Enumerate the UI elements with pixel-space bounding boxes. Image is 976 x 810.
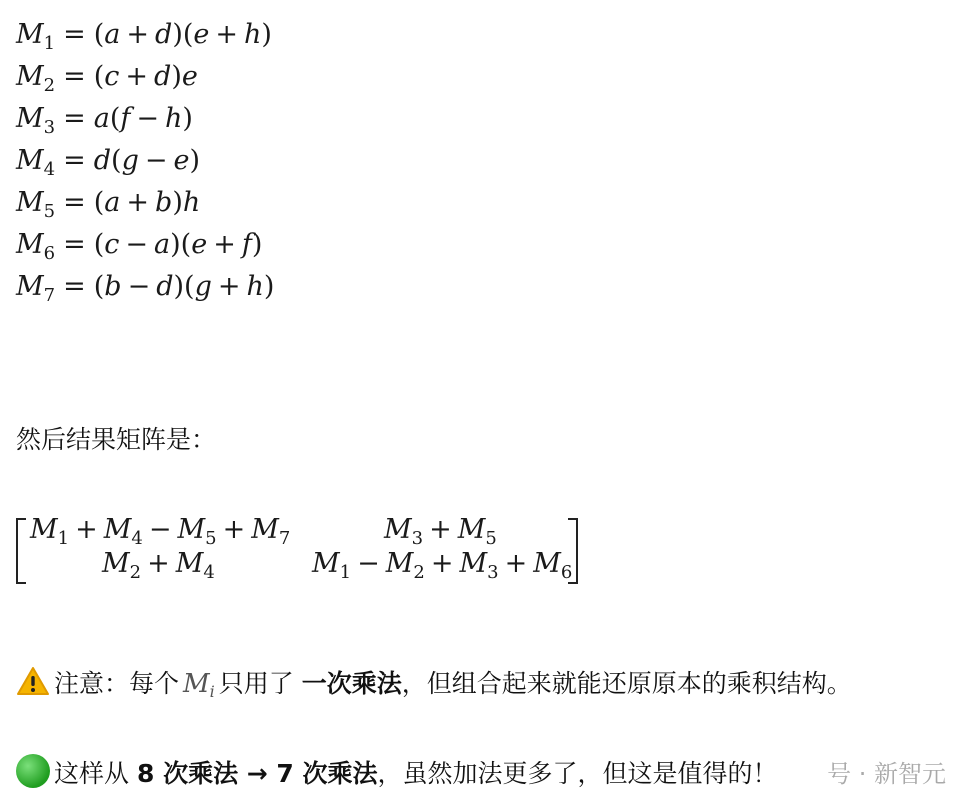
summary-line: [16, 754, 778, 790]
equation-m5: $M_5 = (a + b)h$: [16, 187, 201, 222]
note-line: [16, 664, 852, 700]
matrix-cell-c12: $M_3 + M_5$: [384, 514, 497, 549]
summary-prefix: 这样从: [54, 759, 130, 788]
equation-m7: $M_7 = (b - d)(g + h)$: [16, 271, 275, 306]
equation-m2: $M_2 = (c + d)e$: [16, 61, 198, 96]
matrix-cell-c21: $M_2 + M_4$: [102, 548, 215, 583]
equation-m6: $M_6 = (c - a)(e + f)$: [16, 229, 263, 264]
summary-bold: 8 次乘法 → 7 次乘法: [136, 759, 378, 788]
note-bold: 一次乘法: [301, 669, 402, 698]
watermark: 号 · 新智元: [827, 760, 946, 788]
matrix-cell-c11: $M_1 + M_4 - M_5 + M_7$: [30, 514, 291, 549]
equation-m4: $M_4 = d(g - e)$: [16, 145, 201, 180]
equation-m1: $M_1 = (a + d)(e + h)$: [16, 19, 272, 54]
result-matrix: [16, 514, 578, 584]
matrix-cell-c22: $M_1 - M_2 + M_3 + M_6$: [312, 548, 573, 583]
note-prefix: 注意：每个: [54, 669, 180, 698]
note-middle: 只用了: [218, 669, 294, 698]
summary-suffix: ，虽然加法更多了，但这是值得的！: [377, 759, 778, 788]
equation-m3: $M_3 = a(f - h)$: [16, 103, 193, 138]
matrix-left-bracket: [16, 518, 26, 584]
matrix-right-bracket: [568, 518, 578, 584]
green-circle-icon: [16, 754, 50, 788]
intro-text: 然后结果矩阵是：: [16, 425, 217, 454]
note-symbol: $M_i$: [183, 669, 215, 701]
note-suffix: ，但组合起来就能还原原本的乘积结构。: [401, 669, 852, 698]
equation-list: [16, 14, 274, 308]
warning-icon: [16, 666, 50, 696]
